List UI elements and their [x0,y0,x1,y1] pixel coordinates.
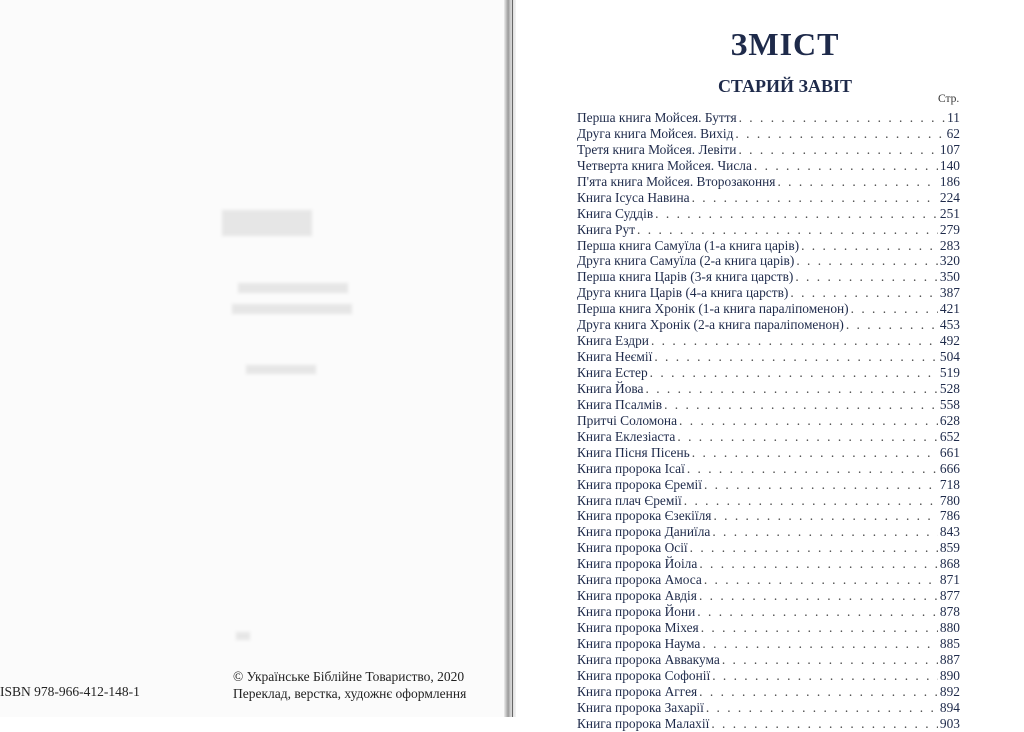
contents-list [577,110,960,732]
contents-entry [577,317,960,333]
entry-page: 780 [939,492,960,508]
entry-title: Книга пророка Міхея [577,620,699,635]
entry-page: 880 [939,620,960,635]
entry-page: 421 [939,301,960,317]
dot-leader [637,222,938,238]
entry-page: 661 [939,444,960,460]
dot-leader [851,301,938,317]
entry-page: 251 [939,205,960,221]
contents-entry [577,461,960,477]
dot-leader [704,477,938,493]
dot-leader [739,110,945,126]
entry-page: 877 [939,588,960,604]
entry-page: 887 [939,651,960,667]
entry-title: Друга книга Мойсея. Вихід [577,125,734,141]
entry-page: 878 [939,604,960,620]
entry-page: 890 [939,667,960,683]
dot-leader [801,238,938,254]
entry-page: 894 [939,699,960,715]
contents-entry [577,556,960,572]
entry-title: Друга книга Самуїла (2-а книга царів) [577,253,795,269]
contents-entry [577,126,960,142]
dot-leader [651,333,938,349]
contents-entry [577,445,960,461]
contents-entry [577,540,960,556]
entry-title: Книга плач Єремії [577,492,682,508]
dot-leader [684,493,938,509]
entry-title: Перша книга Царів (3-я книга царств) [577,269,794,285]
entry-page: 558 [939,396,960,412]
contents-entry [577,333,960,349]
dot-leader [701,620,938,636]
dot-leader [754,158,938,174]
entry-title: Перша книга Хронік (1-а книга параліпоменон) [577,301,849,317]
entry-title: Книга Неємії [577,349,653,365]
dot-leader [687,461,938,477]
contents-entry [577,620,960,636]
entry-title: Книга Ездри [577,333,649,349]
show-through-mark [232,304,352,314]
colophon [233,668,466,702]
book-gutter [504,0,516,717]
dot-leader [846,317,938,333]
dot-leader [712,524,938,540]
contents-entry [577,652,960,668]
dot-leader [664,397,938,413]
entry-title: Друга книга Царів (4-а книга царств) [577,285,789,301]
entry-title: Книга пророка Аггея [577,683,698,699]
contents-entry [577,508,960,524]
entry-title: Книга пророка Даниїла [577,524,711,540]
dot-leader [679,413,938,429]
entry-page: 279 [939,221,960,237]
dot-leader [697,604,938,620]
dot-leader [777,174,937,190]
dot-leader [692,445,938,461]
entry-title: Книга Еклезіаста [577,428,676,444]
contents-entry [577,700,960,716]
entry-page: 652 [939,428,960,444]
entry-page: 387 [939,285,960,301]
entry-page: 350 [939,269,960,285]
contents-entry [577,477,960,493]
entry-page: 666 [939,460,960,476]
contents-entry [577,604,960,620]
left-page [0,0,505,717]
dot-leader [735,126,944,142]
isbn: ISBN 978-966-412-148-1 [0,684,140,699]
entry-title: Книга Пісня Пісень [577,444,690,460]
entry-title: Книга Йова [577,380,644,396]
entry-title: Книга пророка Софонії [577,667,711,683]
contents-entry [577,429,960,445]
entry-page: 504 [939,349,960,365]
entry-page: 492 [939,333,960,349]
contents-entry [577,142,960,158]
entry-title: Книга Рут [577,221,636,237]
show-through-mark [238,283,348,293]
contents-entry [577,636,960,652]
contents-entry [577,524,960,540]
show-through-mark [222,210,312,236]
contents-entry [577,716,960,732]
entry-title: Четверта книга Мойсея. Числа [577,157,752,173]
dot-leader [699,588,938,604]
entry-title: Книга пророка Малахії [577,715,710,731]
entry-page: 453 [939,317,960,333]
dot-leader [706,700,938,716]
contents-entry [577,413,960,429]
contents-entry [577,493,960,509]
entry-title: Друга книга Хронік (2-а книга параліпоменон) [577,317,844,333]
contents-entry [577,206,960,222]
entry-page: 283 [939,237,960,253]
entry-page: 885 [939,635,960,651]
contents-entry [577,349,960,365]
dot-leader [690,540,938,556]
entry-title: Книга Естер [577,365,648,380]
dot-leader [655,206,938,222]
entry-page: 320 [939,253,960,269]
entry-page: 871 [939,572,960,588]
entry-title: П'ята книга Мойсея. Второзаконня [577,173,776,189]
entry-title: Книга пророка Захарії [577,699,704,715]
gutter-line [512,0,513,717]
entry-title: Книга пророка Осії [577,540,688,556]
contents-entry [577,301,960,317]
contents-entry [577,269,960,285]
dot-leader [790,285,938,301]
dot-leader [704,572,938,588]
dot-leader [699,684,938,700]
entry-title: Книга пророка Амоса [577,572,702,588]
entry-title: Книга пророка Аввакума [577,651,720,667]
entry-title: Третя книга Мойсея. Левіти [577,141,737,157]
dot-leader [702,636,938,652]
dot-leader [796,253,938,269]
credits-line: Переклад, верстка, художнє оформлення [233,686,467,701]
contents-entry [577,684,960,700]
entry-page: 628 [939,412,960,428]
entry-title: Книга пророка Єремії [577,476,702,492]
contents-entry [577,253,960,269]
dot-leader [646,381,938,397]
entry-page: 786 [939,508,960,524]
dot-leader [713,508,937,524]
entry-page: 62 [946,125,960,141]
entry-title: Перша книга Самуїла (1-а книга царів) [577,237,800,253]
entry-page: 107 [939,141,960,157]
entry-page: 11 [947,110,960,125]
entry-title: Книга пророка Ісаї [577,460,685,476]
dot-leader [738,142,937,158]
dot-leader [677,429,938,445]
contents-entry [577,238,960,254]
entry-page: 519 [939,365,960,380]
entry-page: 718 [939,476,960,492]
contents-entry [577,110,960,126]
contents-entry [577,397,960,413]
contents-entry [577,158,960,174]
entry-page: 868 [939,556,960,572]
entry-title: Перша книга Мойсея. Буття [577,110,737,125]
entry-title: Книга пророка Йони [577,604,696,620]
contents-entry [577,222,960,238]
dot-leader [699,556,938,572]
contents-entry [577,190,960,206]
contents-entry [577,572,960,588]
entry-title: Книга Псалмів [577,396,663,412]
entry-title: Книга пророка Йоіла [577,556,698,572]
entry-page: 843 [939,524,960,540]
contents-entry [577,668,960,684]
dot-leader [654,349,938,365]
entry-title: Книга Суддів [577,205,654,221]
entry-page: 186 [939,173,960,189]
dot-leader [711,716,938,732]
dot-leader [722,652,938,668]
entry-page: 903 [939,715,960,731]
entry-page: 140 [939,157,960,173]
contents-title: ЗМІСТ [730,26,840,62]
entry-title: Книга пророка Авдія [577,588,697,604]
entry-title: Книга пророка Наума [577,635,701,651]
contents-entry [577,285,960,301]
entry-title: Притчі Соломона [577,412,678,428]
dot-leader [795,269,938,285]
contents-entry [577,174,960,190]
show-through-mark [236,632,250,640]
entry-page: 892 [939,683,960,699]
copyright-line: © Українське Біблійне Товариство, 2020 [233,669,465,684]
entry-title: Книга Ісуса Навина [577,189,690,205]
entry-page: 528 [939,380,960,396]
show-through-mark [246,365,316,374]
contents-entry [577,381,960,397]
dot-leader [712,668,938,684]
page-column-header: Стр. [938,93,960,105]
entry-title: Книга пророка Єзекіїля [577,508,712,524]
dot-leader [692,190,938,206]
entry-page: 859 [939,540,960,556]
contents-entry [577,588,960,604]
section-title: СТАРИЙ ЗАВІТ [717,76,853,96]
entry-page: 224 [939,189,960,205]
dot-leader [650,365,938,381]
contents-entry [577,365,960,381]
